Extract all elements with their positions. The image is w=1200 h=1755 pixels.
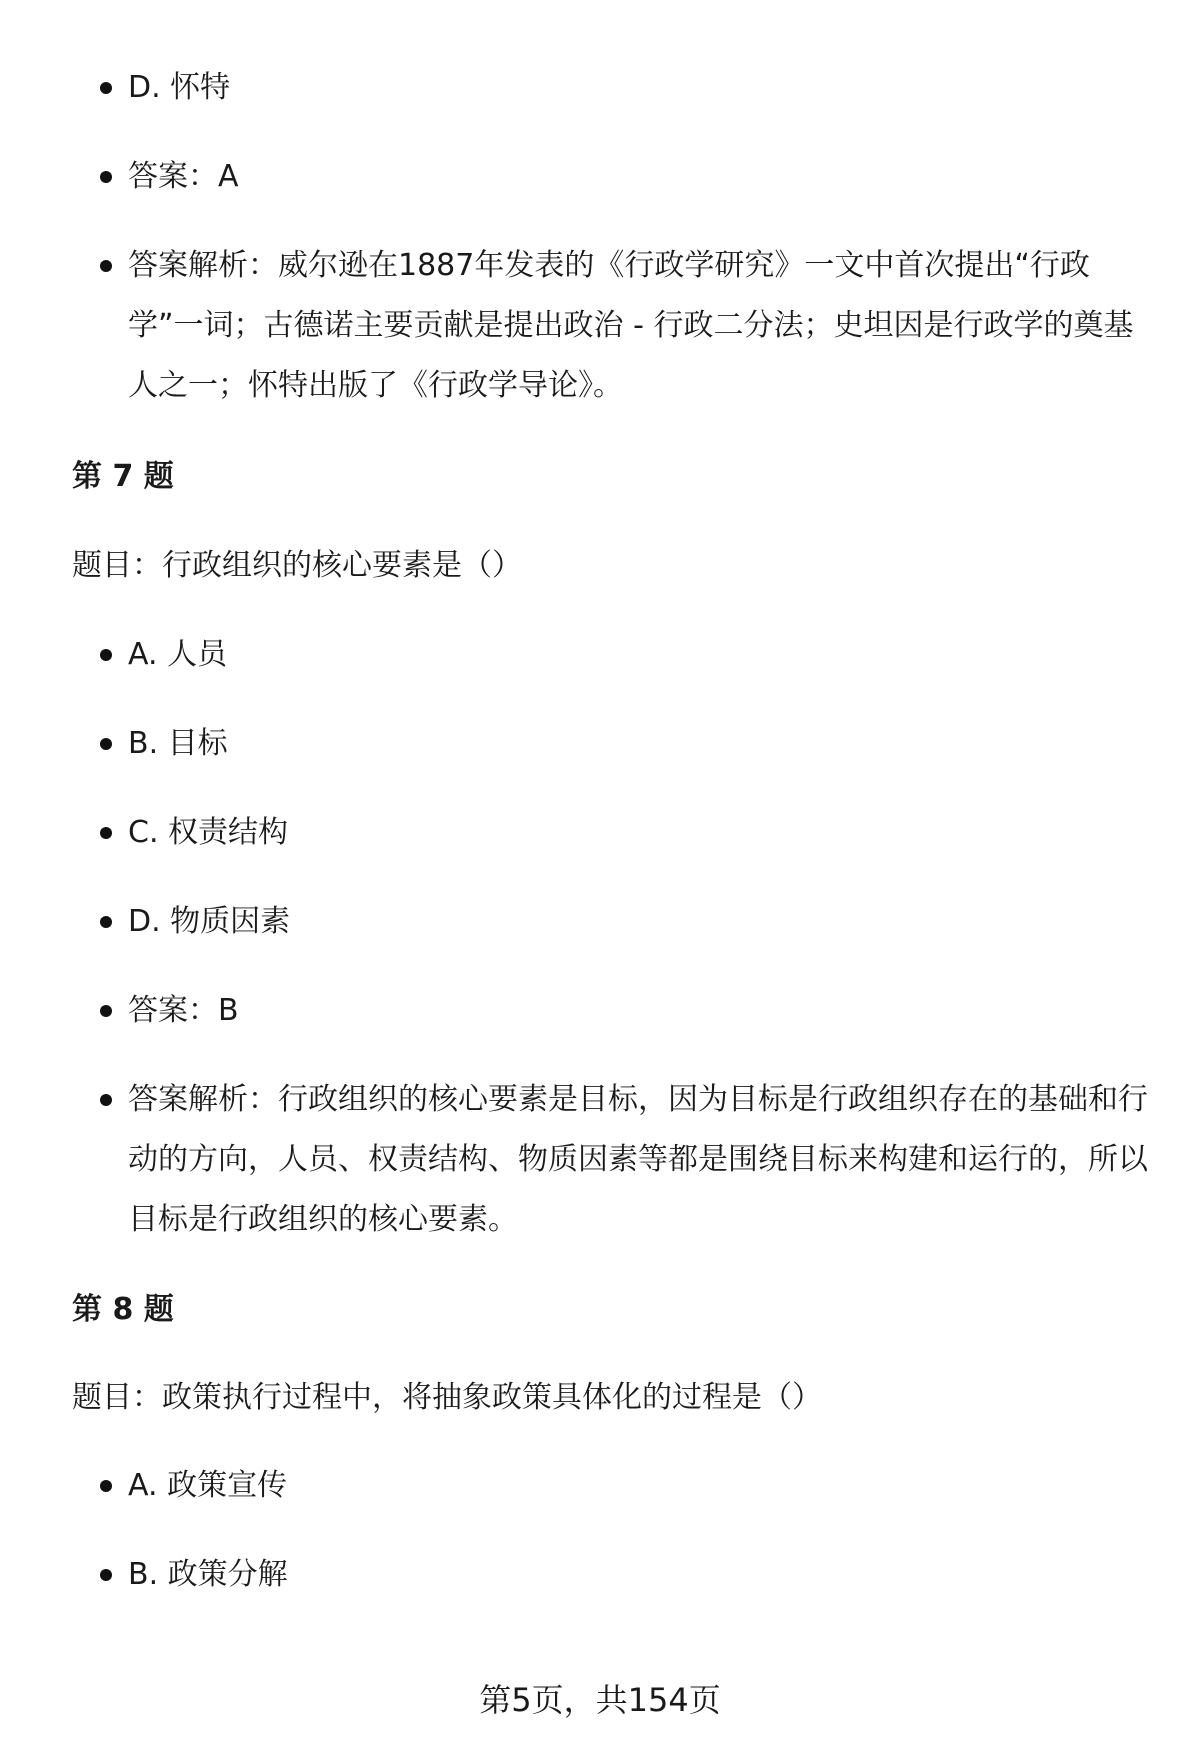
analysis-item bbox=[128, 1070, 1148, 1250]
option-item bbox=[128, 803, 1148, 863]
answer-item bbox=[128, 981, 1148, 1041]
question-heading: 第 8 题 bbox=[72, 1292, 174, 1327]
bullet-icon bbox=[100, 1569, 112, 1581]
bullet-icon bbox=[100, 171, 112, 183]
option-item bbox=[128, 714, 1148, 774]
bullet-icon bbox=[100, 1005, 112, 1017]
page-number: 第5页，共154页 bbox=[479, 1681, 721, 1719]
analysis-text: 答案解析：威尔逊在1887年发表的《行政学研究》一文中首次提出“行政学”一词；古德诺主要贡献是提出政治 - 行政二分法；史坦因是行政学的奠基人之一；怀特出版了《行政学导论》。 bbox=[128, 248, 1134, 403]
option-text: D. 怀特 bbox=[128, 70, 231, 105]
answer-text: 答案：B bbox=[128, 993, 239, 1028]
bullet-icon bbox=[100, 738, 112, 750]
question-stem: 题目：行政组织的核心要素是（） bbox=[72, 548, 522, 583]
answer-text: 答案：A bbox=[128, 159, 239, 194]
bullet-icon bbox=[100, 916, 112, 928]
bullet-icon bbox=[100, 1094, 112, 1106]
question-stem: 题目：政策执行过程中，将抽象政策具体化的过程是（） bbox=[72, 1380, 822, 1415]
option-text: A. 人员 bbox=[128, 637, 228, 672]
bullet-icon bbox=[100, 827, 112, 839]
answer-item bbox=[128, 147, 1148, 207]
analysis-item bbox=[128, 236, 1148, 416]
option-item bbox=[128, 1545, 1148, 1605]
option-item bbox=[128, 58, 1148, 118]
option-text: A. 政策宣传 bbox=[128, 1468, 288, 1503]
option-text: C. 权责结构 bbox=[128, 815, 289, 850]
option-text: D. 物质因素 bbox=[128, 904, 291, 939]
analysis-text: 答案解析：行政组织的核心要素是目标，因为目标是行政组织存在的基础和行动的方向，人员、权责结构、物质因素等都是围绕目标来构建和运行的，所以目标是行政组织的核心要素。 bbox=[128, 1082, 1148, 1237]
question-heading: 第 7 题 bbox=[72, 459, 174, 494]
bullet-icon bbox=[100, 649, 112, 661]
bullet-icon bbox=[100, 82, 112, 94]
bullet-icon bbox=[100, 260, 112, 272]
option-item bbox=[128, 892, 1148, 952]
option-text: B. 政策分解 bbox=[128, 1557, 288, 1592]
option-item bbox=[128, 1456, 1148, 1516]
option-text: B. 目标 bbox=[128, 726, 228, 761]
option-item bbox=[128, 625, 1148, 685]
bullet-icon bbox=[100, 1480, 112, 1492]
